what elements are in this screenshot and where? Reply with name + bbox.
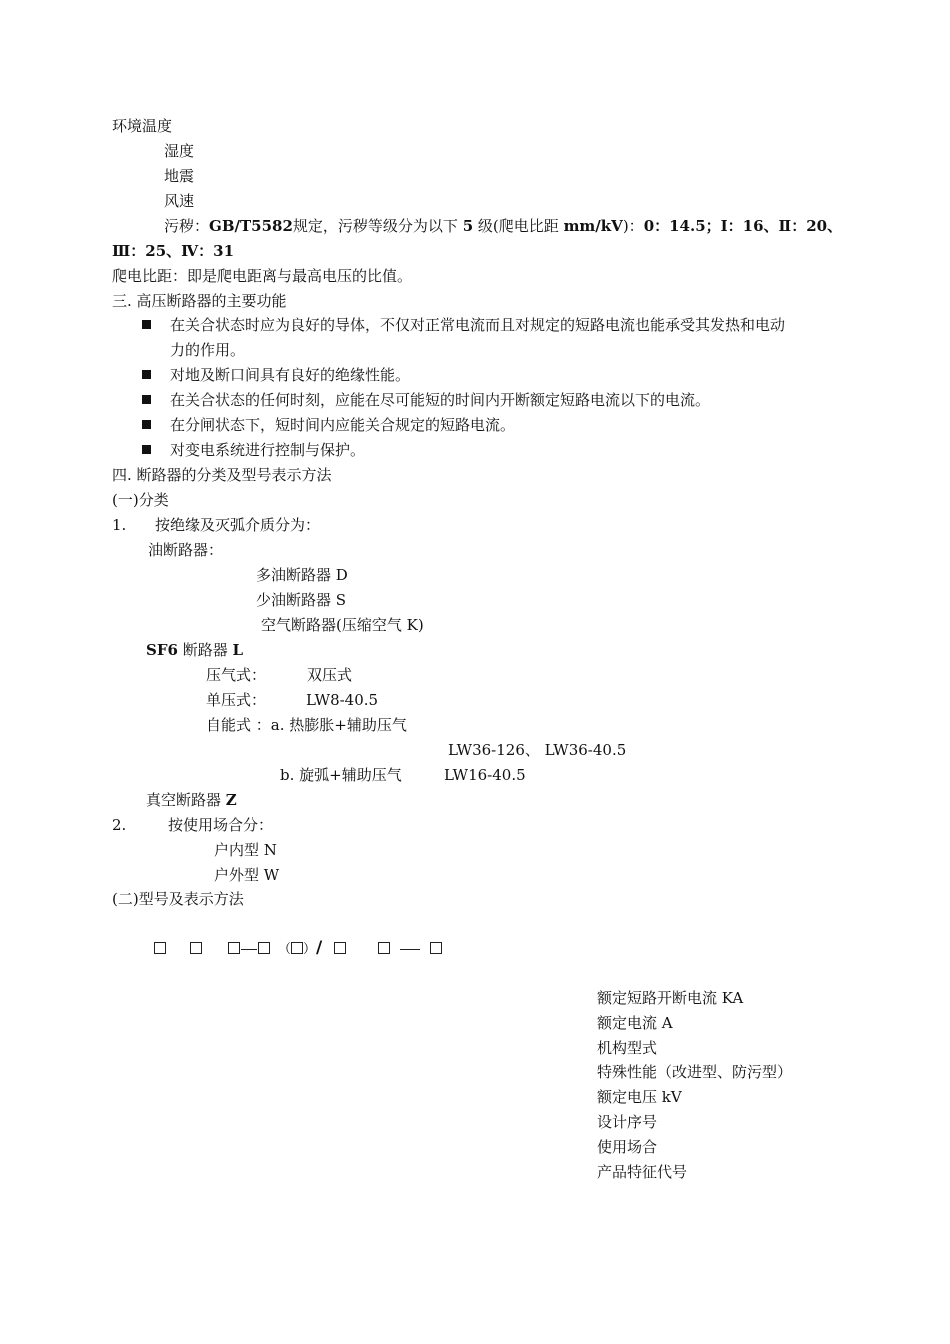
legend-item: 额定电压 kV [597, 1088, 682, 1106]
single-pressure-model: LW8-40.5 [306, 691, 379, 709]
pollution-close: )： [622, 217, 644, 235]
multi-oil-breaker: 多油断路器 D [256, 566, 348, 584]
legend-item: 机构型式 [597, 1039, 658, 1057]
puffer-type: 压气式： [206, 666, 267, 684]
bullet-square-icon [142, 395, 151, 404]
self-energy-type: 自能式 ：a. 热膨胀+辅助压气 [206, 716, 407, 734]
function-item-1: 在关合状态时应为良好的导体，不仅对正常电流而且对规定的短路电流也能承受其发热和电动 [142, 315, 785, 335]
function-item-4: 在分闸状态下，短时间内应能关合规定的短路电流。 [142, 415, 515, 435]
legend-item: 设计序号 [597, 1113, 658, 1131]
legend-item: 特殊性能（改进型、防污型） [597, 1063, 793, 1081]
legend-item: 使用场合 [597, 1138, 658, 1156]
bullet-square-icon [142, 445, 151, 454]
format-dash [400, 949, 420, 950]
pollution-unit: mm/kV [563, 217, 623, 235]
function-item-2: 对地及断口间具有良好的绝缘性能。 [142, 365, 410, 385]
model-format-diagram [154, 938, 442, 960]
env-temperature: 环境温度 [112, 117, 173, 135]
env-pollution-line [164, 216, 842, 236]
format-box-icon [228, 942, 240, 954]
format-paren-close: ） [303, 942, 317, 957]
pollution-pre: 污秽： [164, 217, 210, 235]
format-box-icon [378, 942, 390, 954]
creep-definition: 爬电比距：即是爬电距离与最高电压的比值。 [112, 267, 413, 285]
env-earthquake: 地震 [164, 167, 195, 185]
legend-item: 额定电流 A [597, 1014, 673, 1032]
sf6-breaker: SF6 断路器 L [146, 641, 244, 659]
class-item-2-text: 按使用场合分： [168, 816, 274, 834]
rotary-arc-type: b. 旋弧+辅助压气 [280, 766, 402, 784]
function-item-3: 在关合状态的任何时刻，应能在尽可能短的时间内开断额定短路电流以下的电流。 [142, 390, 710, 410]
function-item-5: 对变电系统进行控制与保护。 [142, 440, 365, 460]
oil-breaker: 油断路器： [148, 541, 224, 559]
double-pressure: 双压式 [307, 666, 353, 684]
outdoor-type: 户外型 W [214, 866, 280, 884]
single-pressure: 单压式： [206, 691, 267, 709]
format-box-icon [291, 942, 303, 954]
format-box-icon [430, 942, 442, 954]
legend-item: 产品特征代号 [597, 1163, 688, 1181]
pollution-levels-1: 0：14.5；Ⅰ：16、Ⅱ：20、 [643, 217, 843, 235]
indoor-type: 户内型 N [214, 841, 277, 859]
pollution-grade-count: 5 [462, 217, 474, 235]
rotary-arc-model: LW16-40.5 [444, 766, 526, 784]
format-slash: / [316, 938, 323, 958]
self-energy-models: LW36-126、 LW36-40.5 [448, 741, 627, 759]
pollution-mid: 规定，污秽等级分为以下 [292, 217, 458, 235]
bullet-square-icon [142, 420, 151, 429]
less-oil-breaker: 少油断路器 S [256, 591, 347, 609]
format-dash [241, 949, 257, 950]
class-item-2-num: 2. [112, 816, 127, 834]
env-wind: 风速 [164, 192, 195, 210]
pollution-standard: GB/T5582 [209, 217, 293, 235]
env-humidity: 湿度 [164, 142, 195, 160]
format-paren-open: （ [278, 942, 292, 957]
section3-heading: 三. 高压断路器的主要功能 [112, 292, 287, 310]
format-box-icon [154, 942, 166, 954]
function-item-1-cont: 力的作用。 [170, 341, 246, 359]
bullet-square-icon [142, 370, 151, 379]
pollution-mid2: 级(爬电比距 [477, 217, 559, 235]
bullet-square-icon [142, 320, 151, 329]
format-box-icon [334, 942, 346, 954]
classification-subheading: (一)分类 [112, 491, 169, 509]
pollution-levels-2: Ⅲ：25、Ⅳ：31 [112, 242, 235, 260]
legend-item: 额定短路开断电流 KA [597, 989, 744, 1007]
class-item-1-num: 1. [112, 516, 127, 534]
air-breaker: 空气断路器(压缩空气 K) [261, 616, 424, 634]
model-subheading: (二)型号及表示方法 [112, 890, 244, 908]
format-box-icon [190, 942, 202, 954]
section4-heading: 四. 断路器的分类及型号表示方法 [112, 466, 332, 484]
format-box-icon [258, 942, 270, 954]
class-item-1-text: 按绝缘及灭弧介质分为： [155, 516, 321, 534]
vacuum-breaker: 真空断路器 Z [146, 791, 237, 809]
